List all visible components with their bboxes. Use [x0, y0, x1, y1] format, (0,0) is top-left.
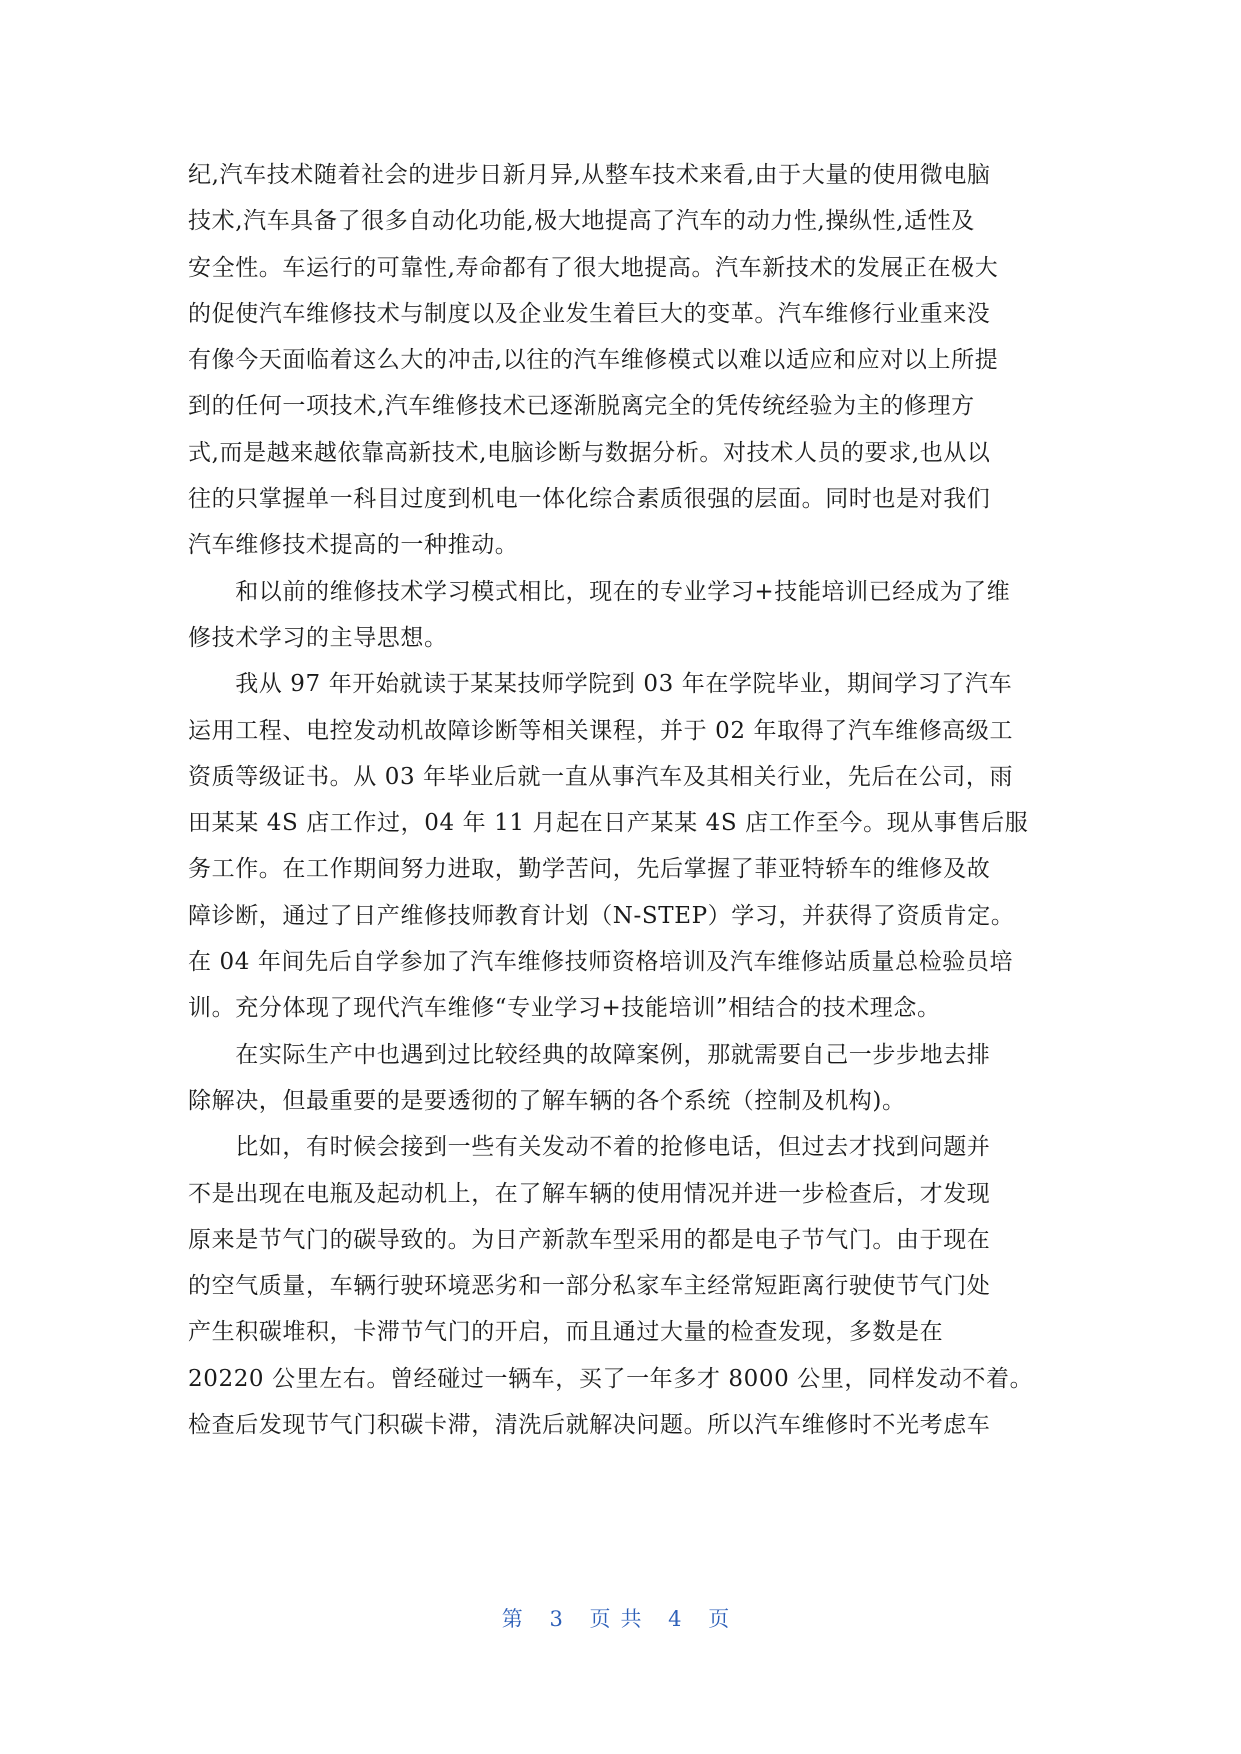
- text-line: 除解决，但最重要的是要透彻的了解车辆的各个系统（控制及机构)。: [188, 1087, 906, 1114]
- text-line: 训。充分体现了现代汽车维修“专业学习+技能培训”相结合的技术理念。: [188, 995, 941, 1022]
- text-line: 原来是节气门的碳导致的。为日产新款车型采用的都是电子节气门。由于现在: [188, 1226, 991, 1253]
- text-line: 往的只掌握单一科目过度到机电一体化综合素质很强的层面。同时也是对我们: [188, 486, 991, 513]
- text-line: 技术,汽车具备了很多自动化功能,极大地提高了汽车的动力性,操纵性,适性及: [188, 208, 975, 235]
- text-line: 汽车维修技术提高的一种推动。: [188, 532, 519, 559]
- text-line: 到的任何一项技术,汽车维修技术已逐渐脱离完全的凭传统经验为主的修理方: [188, 393, 975, 420]
- text-line: 20220 公里左右。曾经碰过一辆车，买了一年多才 8000 公里，同样发动不着。: [188, 1365, 1034, 1392]
- text-line: 安全性。车运行的可靠性,寿命都有了很大地提高。汽车新技术的发展正在极大: [188, 254, 999, 281]
- text-line: 式,而是越来越依靠高新技术,电脑诊断与数据分析。对技术人员的要求,也从以: [188, 439, 991, 466]
- text-line: 的促使汽车维修技术与制度以及企业发生着巨大的变革。汽车维修行业重来没: [188, 300, 991, 327]
- text-line: 纪,汽车技术随着社会的进步日新月异,从整车技术来看,由于大量的使用微电脑: [188, 162, 991, 188]
- text-line: 在 04 年间先后自学参加了汽车维修技师资格培训及汽车维修站质量总检验员培: [188, 949, 1014, 976]
- text-line: 务工作。在工作期间努力进取，勤学苦问，先后掌握了菲亚特轿车的维修及故: [188, 856, 991, 883]
- text-line: 资质等级证书。从 03 年毕业后就一直从事汽车及其相关行业，先后在公司，雨: [188, 763, 1014, 790]
- body-text: [188, 152, 1058, 1448]
- text-line: 有像今天面临着这么大的冲击,以往的汽车维修模式以难以适应和应对以上所提: [188, 347, 999, 374]
- text-line: 田某某 4S 店工作过，04 年 11 月起在日产某某 4S 店工作至今。现从事售后服: [188, 810, 1029, 837]
- text-line: 比如，有时候会接到一些有关发动不着的抢修电话，但过去才找到问题并: [188, 1134, 991, 1161]
- text-line: 检查后发现节气门积碳卡滞，清洗后就解决问题。所以汽车维修时不光考虑车: [188, 1412, 991, 1439]
- text-line: 修技术学习的主导思想。: [188, 624, 448, 651]
- text-line: 运用工程、电控发动机故障诊断等相关课程，并于 02 年取得了汽车维修高级工: [188, 717, 1014, 744]
- page-number-footer: 第 3 页共 4 页: [501, 1607, 740, 1631]
- text-line: 产生积碳堆积，卡滞节气门的开启，而且通过大量的检查发现，多数是在: [188, 1319, 944, 1346]
- text-line: 不是出现在电瓶及起动机上，在了解车辆的使用情况并进一步检查后，才发现: [188, 1180, 991, 1207]
- text-line: 的空气质量，车辆行驶环境恶劣和一部分私家车主经常短距离行驶使节气门处: [188, 1273, 991, 1300]
- text-line: 我从 97 年开始就读于某某技师学院到 03 年在学院毕业，期间学习了汽车: [188, 671, 1013, 698]
- text-line: 障诊断，通过了日产维修技师教育计划（N-STEP）学习，并获得了资质肯定。: [188, 902, 1015, 929]
- text-line: 和以前的维修技术学习模式相比，现在的专业学习+技能培训已经成为了维: [188, 578, 1011, 605]
- text-line: 在实际生产中也遇到过比较经典的故障案例，那就需要自己一步步地去排: [188, 1041, 991, 1068]
